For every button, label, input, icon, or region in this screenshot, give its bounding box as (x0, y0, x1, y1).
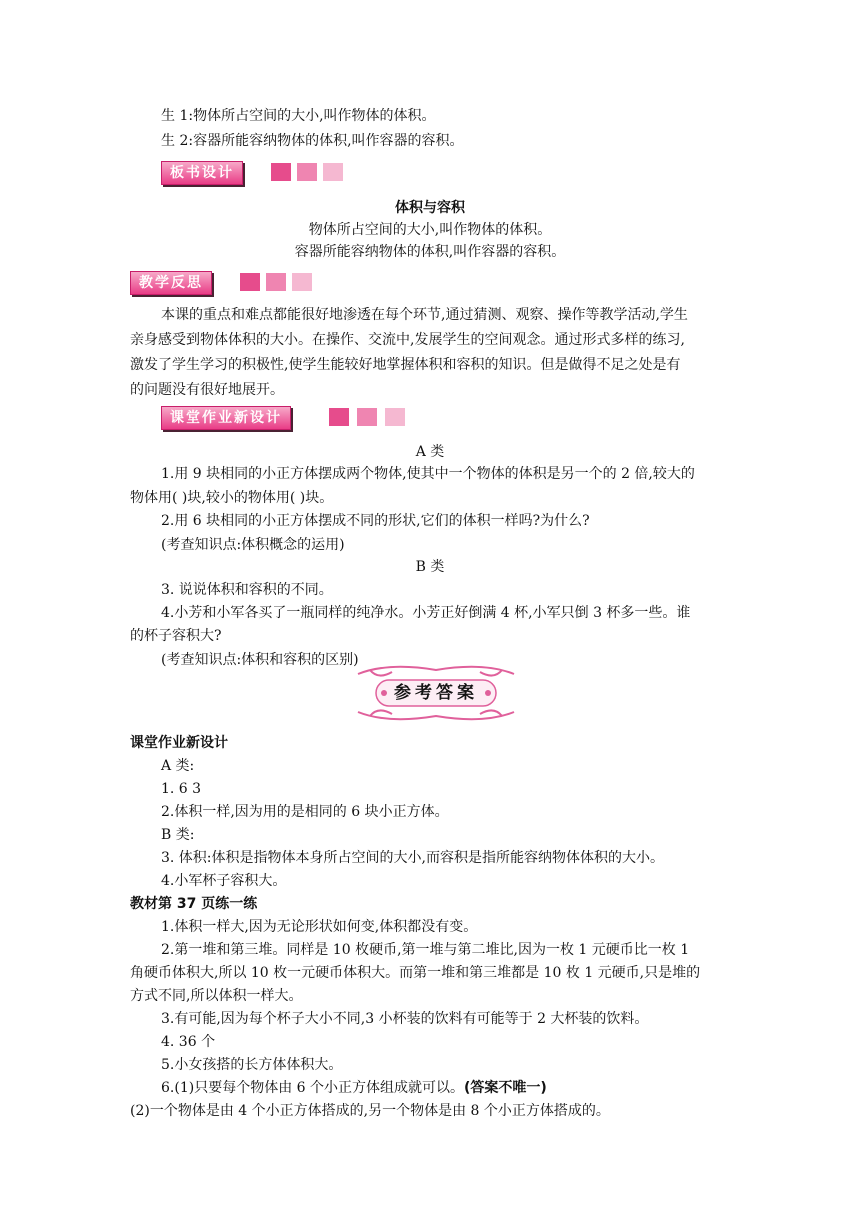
banner-label: 教学反思 (130, 271, 212, 295)
class-a-title: A 类 (415, 444, 445, 460)
homework-b-line: 4.小芳和小军各买了一瓶同样的纯净水。小芳正好倒满 4 杯,小军只倒 3 杯多一些。谁 (161, 605, 691, 621)
banner-square-icon (271, 163, 291, 181)
banner-square-icon (385, 408, 405, 426)
answer-t1: 1.体积一样大,因为无论形状如何变,体积都没有变。 (161, 919, 478, 935)
banner-square-icon (292, 273, 312, 291)
reflection-line: 激发了学生学习的积极性,使学生能较好地掌握体积和容积的知识。但是做得不足之处是有 (130, 357, 681, 373)
reflection-line: 本课的重点和难点都能很好地渗透在每个环节,通过猜测、观察、操作等教学活动,学生 (161, 307, 688, 323)
board-title: 体积与容积 (395, 200, 465, 216)
banner-square-icon (329, 408, 349, 426)
answer-t3: 3.有可能,因为每个杯子大小不同,3 小杯装的饮料有可能等于 2 大杯装的饮料。 (161, 1011, 649, 1027)
banner-square-icon (357, 408, 377, 426)
ornament-title: 参考答案 (394, 683, 478, 703)
homework-b-knowledge-point: (考查知识点:体积和容积的区别) (161, 652, 359, 668)
answer-t6-2: (2)一个物体是由 4 个小正方体搭成的,另一个物体是由 8 个小正方体搭成的。 (130, 1103, 610, 1119)
homework-a-knowledge-point: (考查知识点:体积概念的运用) (161, 537, 345, 553)
answer-b3: 3. 体积:体积是指物体本身所占空间的大小,而容积是指所能容纳物体体积的大小。 (161, 850, 664, 866)
answer-a1: 1. 6 3 (161, 781, 202, 797)
reflection-line: 亲身感受到物体体积的大小。在操作、交流中,发展学生的空间观念。通过形式多样的练习, (130, 332, 685, 348)
answer-t2-line: 角硬币体积大,所以 10 枚一元硬币体积大。而第一堆和第三堆都是 10 枚 1 元硬币,只是堆的 (130, 965, 701, 981)
banner-label: 课堂作业新设计 (161, 406, 291, 430)
student-answer-1: 生 1:物体所占空间的大小,叫作物体的体积。 (161, 108, 436, 124)
answers-heading-homework: 课堂作业新设计 (130, 735, 228, 751)
banner-square-icon (240, 273, 260, 291)
answers-a-label: A 类: (161, 758, 195, 774)
class-b-title: B 类 (415, 559, 445, 575)
banner-label: 板书设计 (161, 161, 243, 185)
homework-design-banner (161, 406, 421, 428)
student-answer-2: 生 2:容器所能容纳物体的体积,叫作容器的容积。 (161, 133, 464, 149)
answer-b4: 4.小军杯子容积大。 (161, 873, 287, 889)
homework-a-line: 物体用( )块,较小的物体用( )块。 (130, 490, 334, 506)
homework-b-line: 3. 说说体积和容积的不同。 (161, 582, 333, 598)
homework-a-line: 2.用 6 块相同的小正方体摆成不同的形状,它们的体积一样吗?为什么? (161, 513, 590, 529)
reflection-line: 的问题没有很好地展开。 (130, 382, 284, 398)
answer-t2-line: 方式不同,所以体积一样大。 (130, 988, 303, 1004)
answer-t6-1 (161, 1078, 547, 1098)
answer-t6-1-text: 6.(1)只要每个物体由 6 个小正方体组成就可以。 (161, 1080, 464, 1096)
answers-heading-textbook: 教材第 37 页练一练 (130, 896, 258, 912)
board-design-banner (161, 161, 361, 183)
answer-t2-line: 2.第一堆和第三堆。同样是 10 枚硬币,第一堆与第二堆比,因为一枚 1 元硬币比一枚 1 (161, 942, 690, 958)
homework-b-line: 的杯子容积大? (130, 628, 222, 644)
banner-square-icon (266, 273, 286, 291)
board-line-2: 容器所能容纳物体的体积,叫作容器的容积。 (294, 244, 566, 260)
teaching-reflection-banner (130, 271, 330, 293)
board-line-1: 物体所占空间的大小,叫作物体的体积。 (308, 222, 552, 238)
answer-t5: 5.小女孩搭的长方体体积大。 (161, 1057, 343, 1073)
answers-b-label: B 类: (161, 827, 195, 843)
answer-t4: 4. 36 个 (161, 1034, 216, 1050)
homework-a-line: 1.用 9 块相同的小正方体摆成两个物体,使其中一个物体的体积是另一个的 2 倍,较大的 (161, 466, 695, 482)
banner-square-icon (323, 163, 343, 181)
answer-a2: 2.体积一样,因为用的是相同的 6 块小正方体。 (161, 804, 449, 820)
answer-t6-1-note: (答案不唯一) (464, 1080, 547, 1096)
reference-answers-ornament (348, 660, 524, 726)
banner-square-icon (297, 163, 317, 181)
